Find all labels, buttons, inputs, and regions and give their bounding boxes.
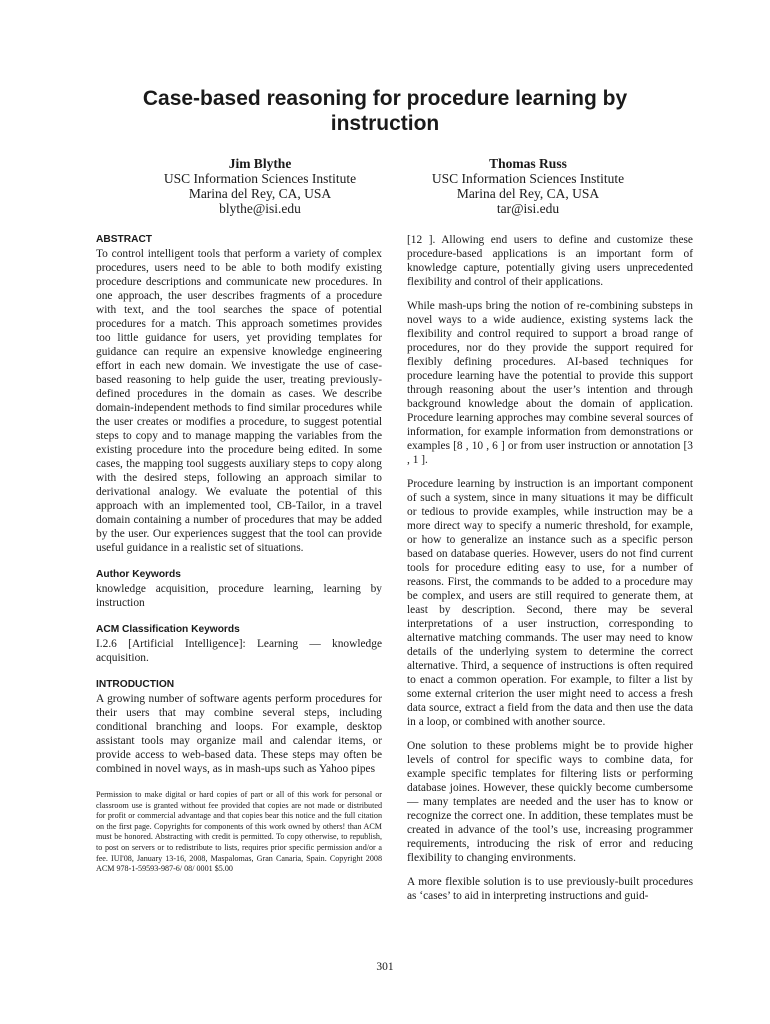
- page-number: 301: [376, 961, 394, 973]
- author-email: tar@isi.edu: [496, 201, 560, 216]
- body-paragraph: While mash-ups bring the notion of re-combining substeps in novel ways to a wide audience, existing systems lack the flexibility and control required to support a broad range of procedures, nor do they provide the support required for flexibly defining procedures. AI-based techniques for procedure learning have the potential to provide this support through reasoning about the user’s intention and through background knowledge about the domain of application. Procedure learning approches may combine several sources of information, for example information from demonstrations or examples [8 , 10 , 6 ] or from user instruction or annotation [3 , 1 ].: [407, 300, 693, 466]
- acm-heading: ACM Classification Keywords: [96, 624, 240, 635]
- left-column: [96, 233, 382, 786]
- body-paragraph: One solution to these problems might be to provide higher levels of control for specific ways to combine data, for example specific templates for filtering lists or performing database joines. However, these quickly become cumbersome — many templates are needed and the user has to know or recognize the correct one. In addition, these templates must be created in advance of the tool’s use, increasing programmer requirements, introducing the risk of error and reducing flexibility to changing environments.: [407, 740, 693, 864]
- abstract-heading: ABSTRACT: [96, 234, 153, 245]
- author-name: Thomas Russ: [489, 156, 567, 171]
- author-affiliation: USC Information Sciences Institute: [163, 171, 357, 186]
- author-block-1: [130, 156, 390, 216]
- permission-text: Permission to make digital or hard copies of part or all of this work for personal or classroom use is granted without fee provided that copies are not made or distributed for profit or commercial advantage and that copies bear this notice and the full citation on the first page. Copyrights for components of this work owned by others! than ACM must be honored. Abstracting with credit is permitted. To copy otherwise, to republish, to post on servers or to redistribute to lists, requires prior specific permission and/or a fee. IUI'08, January 13-16, 2008, Maspalomas, Gran Canaria, Spain. Copyright 2008 ACM 978-1-59593-987-6/ 08/ 0001 $5.00: [96, 790, 382, 874]
- abstract-text: To control intelligent tools that perform a variety of complex procedures, users need to be able to both modify existing procedure descriptions and communicate new procedures. In one approach, the user describes fragments of a procedure with text, and the tool searches the space of potential procedures for a match. This approach sometimes provides too little guidance for users, yet providing templates for guidance can require an expensive knowledge engineering effort in each new domain. We investigate the use of case-based reasoning to help guide the user, treating previously-defined procedures in the domain as cases. We describe domain-independent methods to find similar procedures while the user creates or modifies a procedure, to suggest potential steps to copy and to manage mapping the variables from the existing procedure into the procedure being edited. In some cases, the mapping tool suggests auxiliary steps to copy along with the desired steps, following an approach similar to derivational analogy. We evaluate the potential of this approach with an implemented tool, CB-Tailor, in a travel domain containing a number of procedures that may be added by the user. Our experiences suggest that the tool can provide useful guidance in a realistic set of situations.: [96, 248, 382, 554]
- body-paragraph: Procedure learning by instruction is an important component of such a system, since in many situations it may be difficult or tedious to provide examples, while instruction may be a more direct way to specify a numeric threshold, for example, or how to generalize an instance such as a specific person based on database queries. However, users do not find current tools for procedure editing easy to use, for a number of reasons. First, the commands to be added to a procedure may be complex, and users are still required to generate them, at least by description. Second, there may be several interpretations of a user instruction, corresponding to alternative matching commands. The user may need to know details of the underlying system to determine the correct alternative. Third, a sequence of instructions is often required to enact a common operation. For example, to filter a list by some external criterion the user might need to access a fresh data source, extract a field from the data and then use the data in a loop, or combined with another source.: [407, 478, 693, 728]
- author-location: Marina del Rey, CA, USA: [456, 186, 600, 201]
- paper-title: Case-based reasoning for procedure learning by instruction: [142, 87, 628, 135]
- author-location: Marina del Rey, CA, USA: [188, 186, 332, 201]
- right-column: [407, 233, 693, 913]
- permission-notice: [96, 790, 382, 875]
- author-name: Jim Blythe: [228, 156, 292, 171]
- introduction-heading: INTRODUCTION: [96, 679, 175, 690]
- keywords-heading: Author Keywords: [96, 569, 181, 580]
- author-affiliation: USC Information Sciences Institute: [431, 171, 625, 186]
- body-paragraph: A more flexible solution is to use previously-built procedures as ‘cases’ to aid in interpreting instructions and guid-: [407, 876, 693, 902]
- acm-text: I.2.6 [Artificial Intelligence]: Learning — knowledge acquisition.: [96, 638, 382, 664]
- author-email: blythe@isi.edu: [219, 201, 301, 216]
- introduction-paragraph: A growing number of software agents perform procedures for their users that may combine several steps, including conditional branching and loops. For example, desktop assistant tools may organize mail and calendar items, or provide access to web-based data. These steps may often be combined in novel ways, as in mash-ups such as Yahoo pipes: [96, 693, 382, 775]
- keywords-text: knowledge acquisition, procedure learning, learning by instruction: [96, 583, 382, 609]
- body-paragraph: [12 ]. Allowing end users to define and customize these procedure-based applications is an important form of knowledge capture, potentially giving users unprecedented flexibility and control of their applications.: [407, 234, 693, 288]
- author-block-2: [398, 156, 658, 216]
